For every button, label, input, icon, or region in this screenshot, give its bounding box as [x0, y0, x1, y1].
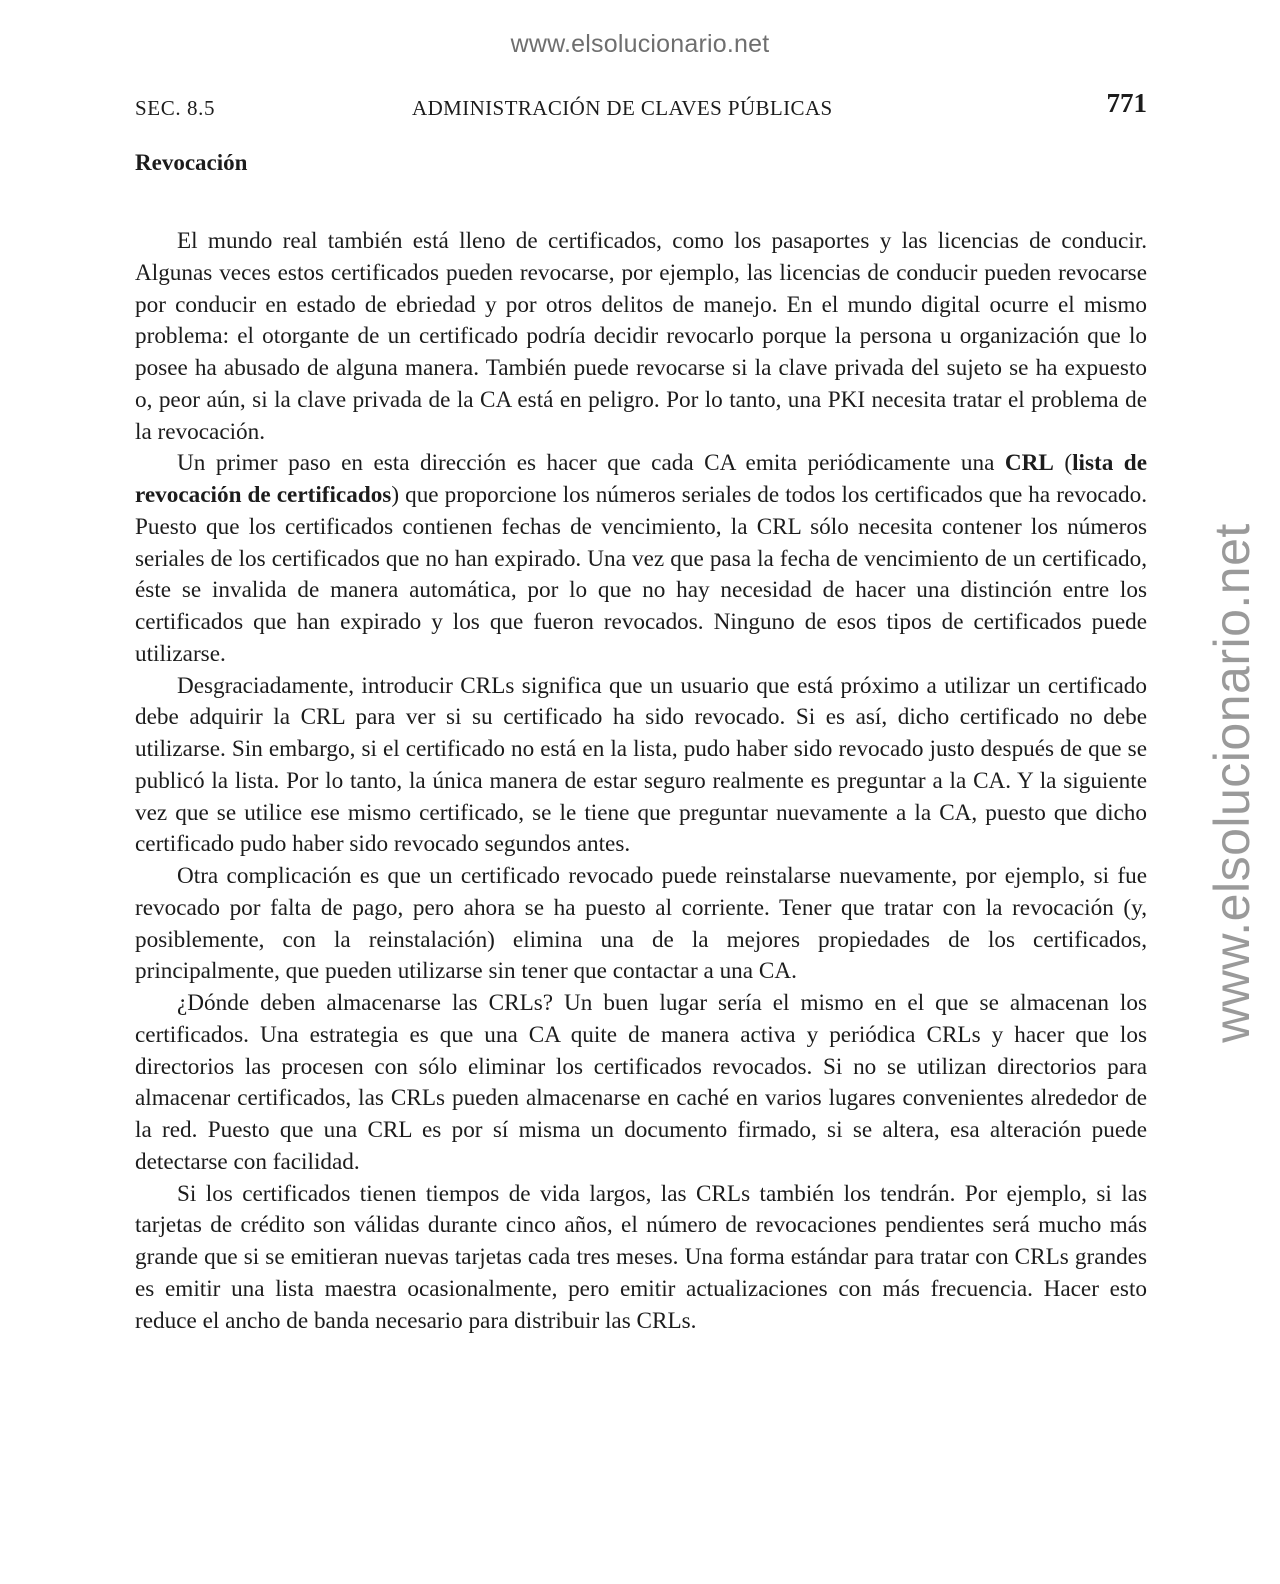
- page-number: 771: [1106, 88, 1147, 118]
- term-crl-definition: lista de revocación de certificados: [135, 450, 1147, 508]
- body-text: [135, 226, 1147, 1337]
- paragraph: El mundo real también está lleno de certificados, como los pasaportes y las licencias de conducir. Algunas veces estos certificados pueden revocarse, por ejemplo, las licencias de conducir pueden revocarse por conducir en estado de ebriedad y por otros delitos de manejo. En el mundo digital ocurre el mismo problema: el otorgante de un certificado podría decidir revocarlo porque la persona u organización que lo posee ha abusado de alguna manera. También puede revocarse si la clave privada del sujeto se ha expuesto o, peor aún, si la clave privada de la CA está en peligro. Por lo tanto, una PKI necesita tratar el problema de la revocación.: [135, 228, 1147, 445]
- chapter-section-title: ADMINISTRACIÓN DE CLAVES PÚBLICAS: [412, 96, 833, 120]
- paragraph: ¿Dónde deben almacenarse las CRLs? Un buen lugar sería el mismo en el que se almacenan los certificados. Una estrategia es que una CA quite de manera activa y periódica CRLs y hacer que los directorios las procesen con sólo eliminar los certificados revocados. Si no se utilizan directorios para almacenar certificados, las CRLs pueden almacenarse en caché en varios lugares convenientes alrededor de la red. Puesto que una CRL es por sí misma un documento firmado, si se altera, esa alteración puede detectarse con facilidad.: [135, 990, 1147, 1175]
- section-number: SEC. 8.5: [135, 96, 216, 120]
- watermark-side-text: www.elsolucionario.net: [1204, 523, 1260, 1043]
- paragraph-text: ) que proporcione los números seriales de todos los certificados que ha revocado. Puesto que los certificados contienen fechas de vencimiento, la CRL sólo necesita contener los números seriales de los certificados que no han expirado. Una vez que pasa la fecha de vencimiento de un certificado, éste se invalida de manera automática, por lo que no hay necesidad de hacer una distinción entre los certificados que han expirado y los que fueron revocados. Ninguno de esos tipos de certificados puede utilizarse.: [135, 482, 1148, 667]
- section-heading: Revocación: [135, 150, 248, 175]
- paragraph-text: (: [1053, 450, 1073, 477]
- paragraph: [135, 448, 1147, 670]
- paragraph-text: Un primer paso en esta dirección es hacer que cada CA emita periódicamente una: [177, 450, 1005, 477]
- paragraph: Si los certificados tienen tiempos de vida largos, las CRLs también los tendrán. Por ejemplo, si las tarjetas de crédito son válidas durante cinco años, el número de revocaciones pendientes será mucho más grande que si se emitieran nuevas tarjetas cada tres meses. Una forma estándar para tratar con CRLs grandes es emitir una lista maestra ocasionalmente, pero emitir actualizaciones con más frecuencia. Hacer esto reduce el ancho de banda necesario para distribuir las CRLs.: [135, 1180, 1147, 1334]
- paragraph: Desgraciadamente, introducir CRLs significa que un usuario que está próximo a utilizar un certificado debe adquirir la CRL para ver si su certificado ha sido revocado. Si es así, dicho certificado no debe utilizarse. Sin embargo, si el certificado no está en la lista, pudo haber sido revocado justo después de que se publicó la lista. Por lo tanto, la única manera de estar seguro realmente es preguntar a la CA. Y la siguiente vez que se utilice ese mismo certificado, se le tiene que preguntar nuevamente a la CA, puesto que dicho certificado pudo haber sido revocado segundos antes.: [135, 672, 1147, 858]
- running-head: [135, 88, 1147, 124]
- watermark-top: www.elsolucionario.net: [510, 30, 770, 58]
- term-crl: CRL: [1004, 450, 1054, 477]
- paragraph: Otra complicación es que un certificado revocado puede reinstalarse nuevamente, por ejemplo, si fue revocado por falta de pago, pero ahora se ha puesto al corriente. Tener que tratar con la revocación (y, posiblemente, con la reinstalación) elimina una de la mejores propiedades de los certificados, principalmente, que pueden utilizarse sin tener que contactar a una CA.: [135, 863, 1147, 985]
